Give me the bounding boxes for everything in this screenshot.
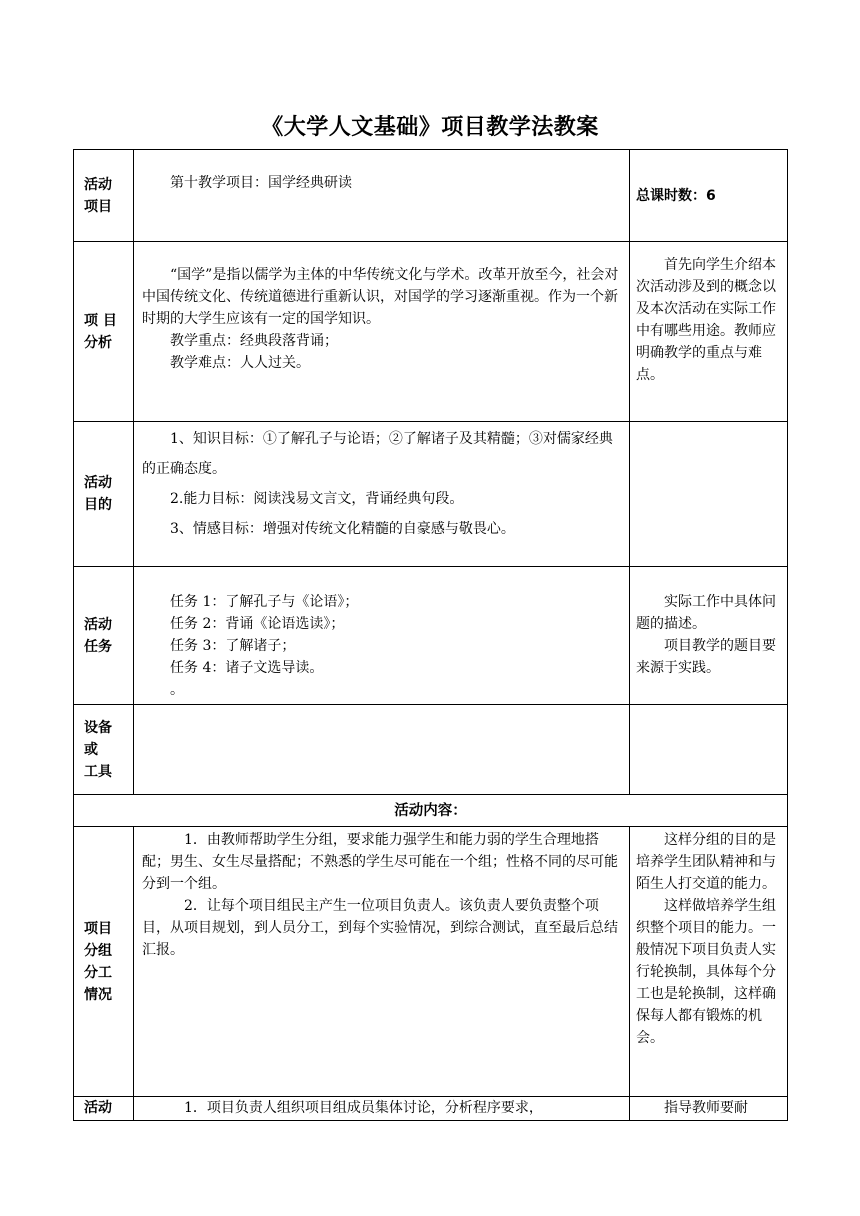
row-activity-partial <box>74 1097 788 1121</box>
grouping-step-1: 1．由教师帮助学生分组，要求能力强学生和能力弱的学生合理地搭配；男生、女生尽量搭配；不熟悉的学生尽可能在一个组；性格不同的尽可能分到一个组。 <box>142 832 618 892</box>
total-hours: 总课时数：6 <box>636 187 716 204</box>
grouping-note-cell <box>630 827 788 1097</box>
goal-ability: 2.能力目标：阅读浅易文言文，背诵经典句段。 <box>170 491 464 507</box>
activity-partial-note: 指导教师要耐 <box>664 1100 748 1116</box>
analysis-note: 首先向学生介绍本次活动涉及到的概念以及本次活动在实际工作中有哪些用途。教师应明确教学的重点与难点。 <box>636 257 776 383</box>
lesson-plan-table <box>73 149 788 1121</box>
goals-note-cell <box>630 422 788 567</box>
activity-project-text: 第十教学项目：国学经典研读 <box>170 175 352 191</box>
tasks-note-cell <box>630 567 788 705</box>
project-analysis-content <box>134 242 630 422</box>
row-equipment <box>74 705 788 795</box>
grouping-step-2: 2．让每个项目组民主产生一位项目负责人。该负责人要负责整个项目，从项目规划，到人员分工，到每个实验情况，到综合测试，直至最后总结汇报。 <box>142 898 618 958</box>
equipment-content <box>134 705 630 795</box>
grouping-note-1: 这样分组的目的是培养学生团队精神和与陌生人打交道的能力。 <box>636 832 776 892</box>
label-equipment: 设备 或 工具 <box>74 705 134 795</box>
goal-knowledge: 1、知识目标：①了解孔子与论语；②了解诸子及其精髓；③对儒家经典的正确态度。 <box>142 431 613 477</box>
row-activity-project <box>74 150 788 242</box>
task-4: 任务 4：诸子文选导读。 <box>170 660 324 676</box>
equipment-note <box>630 705 788 795</box>
label-activity-partial: 活动 <box>74 1097 134 1121</box>
label-project-analysis: 项 目 分析 <box>74 242 134 422</box>
analysis-difficulty: 教学难点：人人过关。 <box>170 355 310 371</box>
task-end-mark: 。 <box>170 682 184 698</box>
row-project-grouping <box>74 827 788 1097</box>
task-2: 任务 2：背诵《论语选读》； <box>170 616 345 632</box>
activity-content-header: 活动内容： <box>74 795 788 827</box>
activity-goals-content <box>134 422 630 567</box>
activity-project-content <box>134 150 630 242</box>
tasks-note-2: 项目教学的题目要来源于实践。 <box>636 638 776 676</box>
activity-partial-content <box>134 1097 630 1121</box>
task-1: 任务 1：了解孔子与《论语》； <box>170 594 359 610</box>
label-project-grouping: 项目 分组 分工 情况 <box>74 827 134 1097</box>
row-project-analysis <box>74 242 788 422</box>
analysis-key-point: 教学重点：经典段落背诵； <box>170 333 338 349</box>
activity-partial-text: 1．项目负责人组织项目组成员集体讨论，分析程序要求， <box>184 1100 543 1116</box>
row-activity-tasks <box>74 567 788 705</box>
analysis-note-cell <box>630 242 788 422</box>
grouping-note-2: 这样做培养学生组织整个项目的能力。一般情况下项目负责人实行轮换制，具体每个分工也是轮换制，这样确保每人都有锻炼的机会。 <box>636 898 776 1046</box>
row-activity-content-header <box>74 795 788 827</box>
task-3: 任务 3：了解诸子； <box>170 638 296 654</box>
goal-emotion: 3、情感目标：增强对传统文化精髓的自豪感与敬畏心。 <box>170 521 515 537</box>
activity-partial-note-cell <box>630 1097 788 1121</box>
label-activity-goals: 活动 目的 <box>74 422 134 567</box>
document-title: 《大学人文基础》项目教学法教案 <box>261 115 599 140</box>
label-activity-tasks: 活动 任务 <box>74 567 134 705</box>
tasks-note-1: 实际工作中具体问题的描述。 <box>636 594 776 632</box>
total-hours-cell <box>630 150 788 242</box>
analysis-intro: “国学”是指以儒学为主体的中华传统文化与学术。改革开放至今，社会对中国传统文化、传统道德进行重新认识，对国学的学习逐渐重视。作为一个新时期的大学生应该有一定的国学知识。 <box>142 267 619 327</box>
label-activity-project: 活动 项目 <box>74 150 134 242</box>
activity-tasks-content <box>134 567 630 705</box>
project-grouping-content <box>134 827 630 1097</box>
row-activity-goals <box>74 422 788 567</box>
